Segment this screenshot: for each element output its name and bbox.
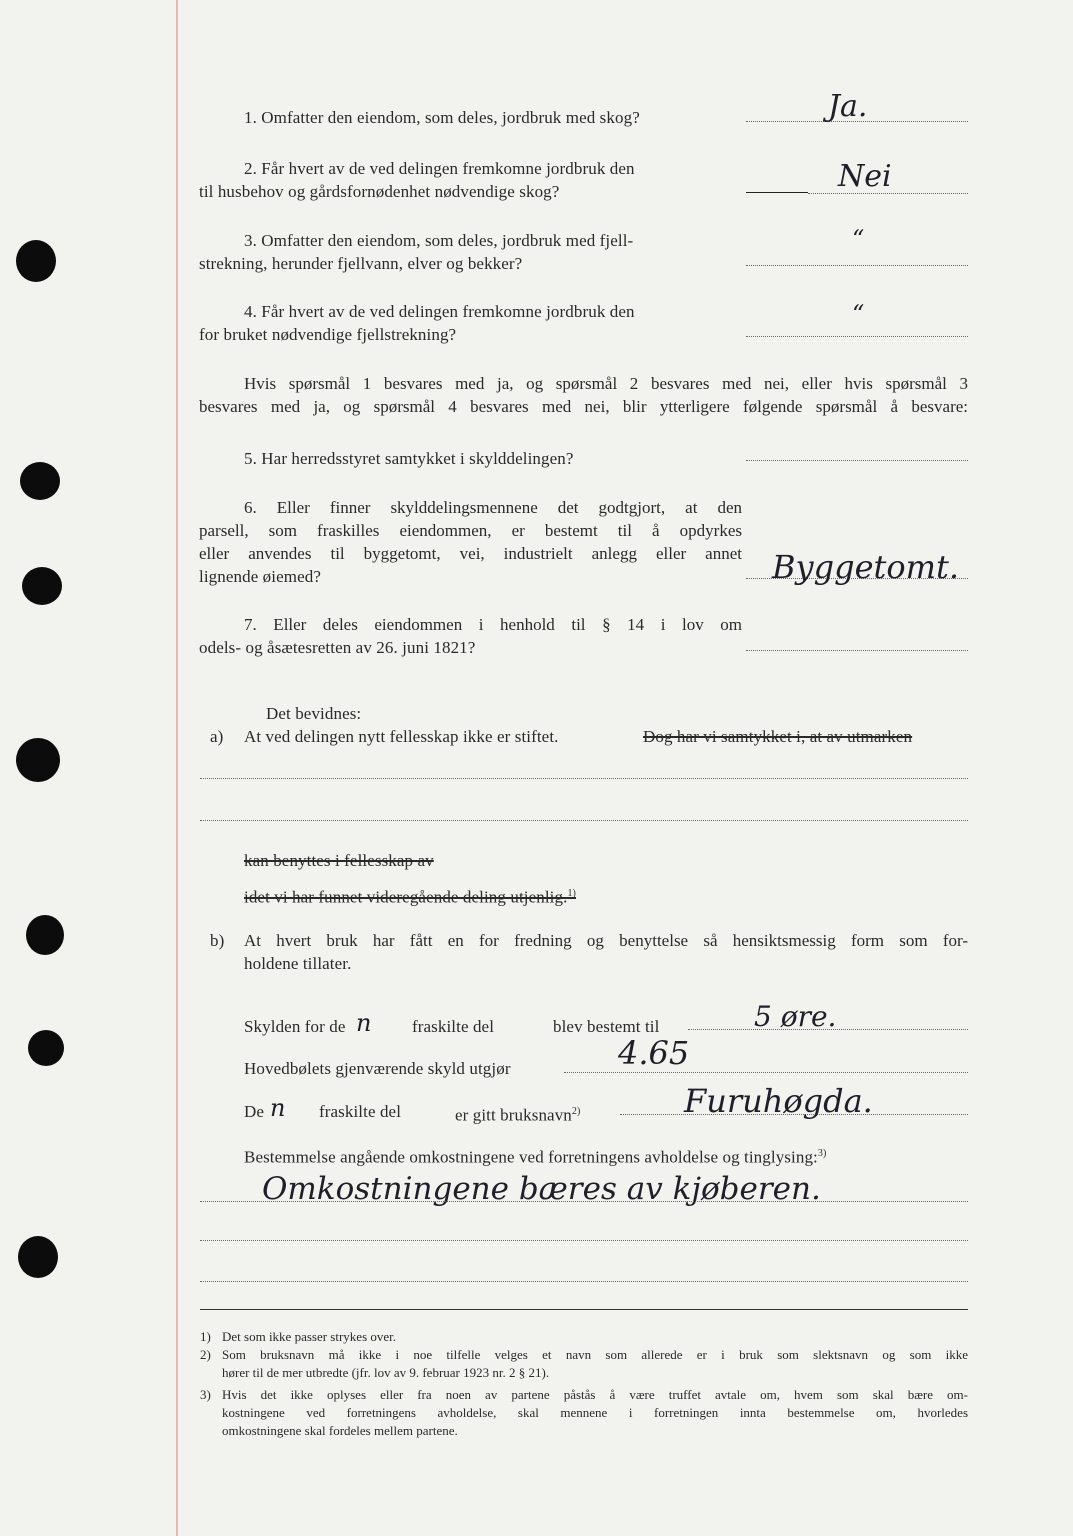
item-a-struck-text: Dog har vi samtykket i, at av utmarken [643,727,913,746]
hovedbol-label: Hovedbølets gjenværende skyld utgjør [244,1059,511,1078]
footnote-3-line-3: omkostningene skal fordeles mellem partene. [222,1423,458,1438]
answer-line-7 [746,650,968,651]
footnote-2-line-2: hører til de mer utbredte (jfr. lov av 9. februar 1923 nr. 2 § 21). [222,1365,550,1380]
punch-hole [18,1236,58,1278]
answer-line-3 [746,265,968,266]
answer-1: Ja. [828,89,868,124]
question-7-line-2: odels- og åsætesretten av 26. juni 1821? [199,638,476,657]
punch-hole [26,915,64,955]
question-6-line-1: 6. Eller finner skylddelingsmennene det godtgjort, at den [244,498,742,517]
item-a-struck-text-3 [244,882,576,909]
blank-line [200,820,968,821]
footnote-3-line-2: kostningene ved forretningens avholdelse, skal mennene i forretningen innta bestemmelse om, hvorledes [222,1405,968,1420]
footnote-ref-1: 1) [567,888,576,899]
item-b-label: b) [210,931,225,950]
answer-line-4 [746,336,968,337]
bruksnavn-value: Furuhøgda. [684,1082,873,1120]
skyld-value: 5 øre. [754,1000,837,1033]
footnote-3-mark: 3) [200,1387,211,1402]
bruksnavn-label-3-text: er gitt bruksnavn [455,1105,572,1125]
omkost-label-text: Bestemmelse angående omkostningene ved forretningens avholdelse og tinglysing: [244,1147,818,1167]
footnote-3-line-1: Hvis det ikke oplyses eller fra noen av partene påstås å være truffet avtale om, hvem som skal bære om- [222,1387,968,1402]
footnote-1-text: Det som ikke passer strykes over. [222,1329,397,1344]
skyld-label-3: blev bestemt til [553,1017,660,1036]
item-a-struck-text-3-body: idet vi har funnet videregående deling utjenlig. [244,887,568,907]
footnote-2-mark: 2) [200,1347,211,1362]
footnote-ref-2: 2) [571,1106,581,1117]
question-3-line-2: strekning, herunder fjellvann, elver og bekker? [199,254,523,273]
question-2-line-1: 2. Får hvert av de ved delingen fremkomne jordbruk den [244,159,635,178]
skyld-label-2: fraskilte del [412,1017,495,1036]
blank-line [200,778,968,779]
bruksnavn-label-1: De [244,1102,265,1121]
blank-line [200,1281,968,1282]
answer-4: “ [852,300,865,328]
answer-3: “ [852,225,865,253]
punch-hole [16,738,60,782]
footnote-separator [200,1309,968,1310]
answer-6: Byggetomt. [772,548,959,586]
item-a-struck-text-2: kan benyttes i fellesskap av [244,851,434,870]
bruksnavn-label-2: fraskilte del [319,1102,402,1121]
question-4-line-2: for bruket nødvendige fjellstrekning? [199,325,457,344]
blank-line [200,1240,968,1241]
condition-line-2: besvares med ja, og spørsmål 4 besvares med nei, blir ytterligere følgende spørsmål å besvare: [199,397,968,416]
omkost-value: Omkostningene bæres av kjøberen. [262,1171,821,1207]
item-b-line-2: holdene tillater. [244,954,352,973]
question-2-line-2: til husbehov og gårdsfornødenhet nødvendige skog? [199,182,560,201]
hovedbol-answer-line [564,1072,968,1073]
punch-hole [28,1030,64,1066]
item-a-text: At ved delingen nytt fellesskap ikke er stiftet. [244,727,559,746]
punch-hole [16,240,56,282]
question-5: 5. Har herredsstyret samtykket i skylddelingen? [244,449,574,468]
question-6-line-2: parsell, som fraskilles eiendommen, er bestemt til å opdyrkes [199,521,742,540]
punch-hole [20,462,60,500]
hovedbol-value: 4.65 [618,1034,690,1072]
blank-line [200,1201,968,1202]
item-b-line-1: At hvert bruk har fått en for fredning og benyttelse så hensiktsmessig form som for- [244,931,968,950]
omkost-label [244,1142,826,1169]
punch-hole [22,567,62,605]
condition-line-1: Hvis spørsmål 1 besvares med ja, og spørsmål 2 besvares med nei, eller hvis spørsmål 3 [244,374,968,393]
bruksnavn-handwritten-suffix: n [270,1094,286,1122]
question-1: 1. Omfatter den eiendom, som deles, jordbruk med skog? [244,108,640,127]
question-6-line-4: lignende øiemed? [199,567,321,586]
footnote-1-mark: 1) [200,1329,211,1344]
question-4-line-1: 4. Får hvert av de ved delingen fremkomne jordbruk den [244,302,635,321]
footnote-2-line-1: Som bruksnavn må ikke i noe tilfelle velges et navn som allerede er i bruk som slektsnavn og som ikke [222,1347,968,1362]
footnote-ref-3: 3) [817,1148,827,1159]
skyld-label-1: Skylden for de [244,1017,346,1036]
margin-rule [176,0,178,1536]
answer-dash-2 [746,192,808,193]
bevidnes-heading: Det bevidnes: [266,704,362,723]
answer-2: Nei [838,159,892,194]
question-3-line-1: 3. Omfatter den eiendom, som deles, jordbruk med fjell- [244,231,634,250]
item-a-label: a) [210,727,224,746]
skyld-handwritten-suffix: n [356,1009,372,1037]
bruksnavn-label-3 [455,1100,580,1127]
answer-line-5 [746,460,968,461]
question-7-line-1: 7. Eller deles eiendommen i henhold til § 14 i lov om [244,615,742,634]
question-6-line-3: eller anvendes til byggetomt, vei, industrielt anlegg eller annet [199,544,742,563]
